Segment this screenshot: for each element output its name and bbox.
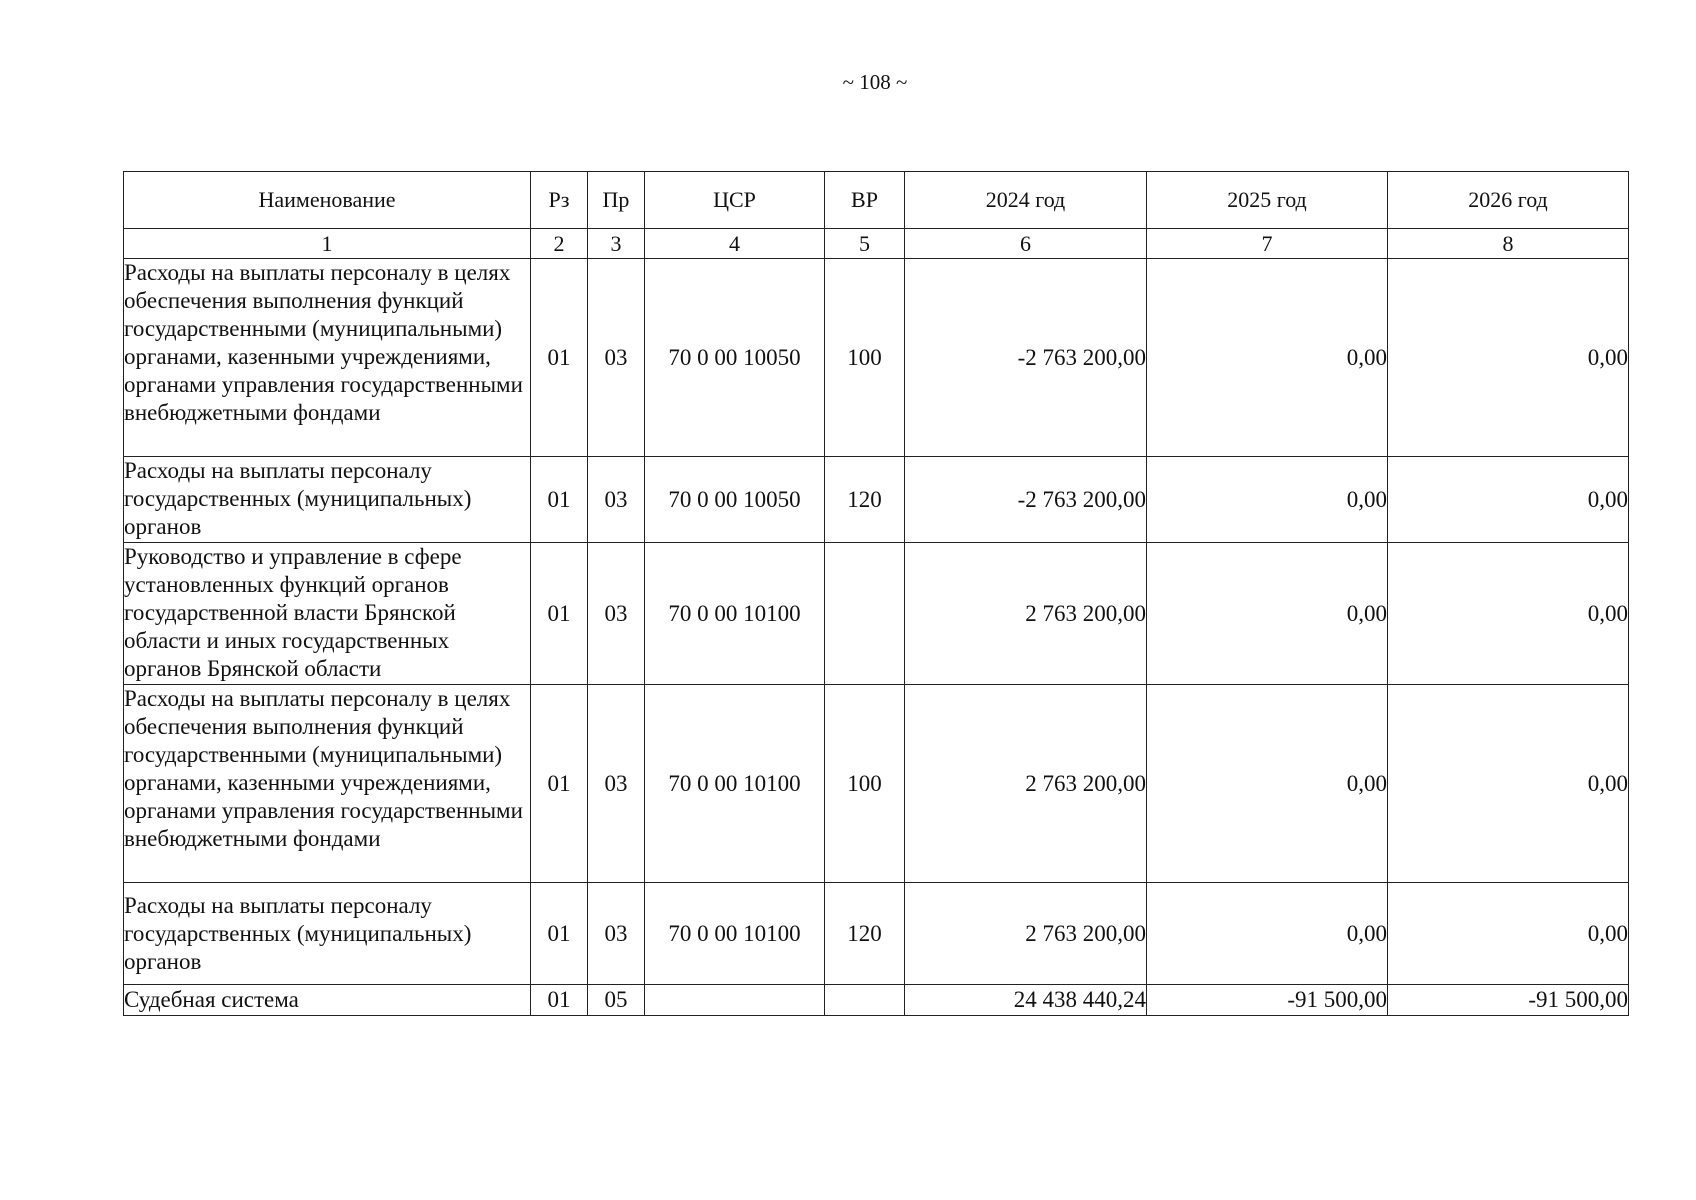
row-2024: 2 763 200,00 xyxy=(905,685,1147,883)
row-vr: 120 xyxy=(825,883,905,985)
row-rz: 01 xyxy=(531,457,588,543)
header-2026: 2026 год xyxy=(1388,172,1629,229)
column-number: 7 xyxy=(1147,229,1388,259)
row-2024: 2 763 200,00 xyxy=(905,543,1147,685)
table-row xyxy=(124,985,1629,1016)
table-row xyxy=(124,685,1629,883)
row-rz: 01 xyxy=(531,543,588,685)
column-number: 3 xyxy=(588,229,645,259)
row-2026: 0,00 xyxy=(1388,457,1629,543)
row-pr: 03 xyxy=(588,457,645,543)
row-csr xyxy=(645,985,825,1016)
row-name: Судебная система xyxy=(124,985,531,1016)
row-2026: 0,00 xyxy=(1388,685,1629,883)
row-name: Расходы на выплаты персоналу в целях обеспечения выполнения функций государственными (муниципальными) органами, казенными учреждениями, органами управления государственными внебюджетными фондами xyxy=(124,685,531,883)
row-2025: 0,00 xyxy=(1147,457,1388,543)
row-vr: 100 xyxy=(825,685,905,883)
column-number-row xyxy=(124,229,1629,259)
row-rz: 01 xyxy=(531,259,588,457)
table-row xyxy=(124,259,1629,457)
row-pr: 03 xyxy=(588,543,645,685)
header-rz: Рз xyxy=(531,172,588,229)
row-vr xyxy=(825,543,905,685)
page-number: ~ 108 ~ xyxy=(842,70,908,94)
row-2026: 0,00 xyxy=(1388,259,1629,457)
table-row xyxy=(124,883,1629,985)
row-csr: 70 0 00 10100 xyxy=(645,883,825,985)
row-2026: -91 500,00 xyxy=(1388,985,1629,1016)
column-number: 8 xyxy=(1388,229,1629,259)
table-row xyxy=(124,543,1629,685)
row-vr xyxy=(825,985,905,1016)
row-vr: 100 xyxy=(825,259,905,457)
row-name: Расходы на выплаты персоналу государственных (муниципальных) органов xyxy=(124,883,531,985)
column-number: 2 xyxy=(531,229,588,259)
header-name: Наименование xyxy=(124,172,531,229)
row-2024: 24 438 440,24 xyxy=(905,985,1147,1016)
header-csr: ЦСР xyxy=(645,172,825,229)
row-name: Расходы на выплаты персоналу в целях обеспечения выполнения функций государственными (муниципальными) органами, казенными учреждениями, органами управления государственными внебюджетными фондами xyxy=(124,259,531,457)
row-rz: 01 xyxy=(531,883,588,985)
column-number: 6 xyxy=(905,229,1147,259)
row-2024: -2 763 200,00 xyxy=(905,259,1147,457)
row-2024: 2 763 200,00 xyxy=(905,883,1147,985)
row-2025: -91 500,00 xyxy=(1147,985,1388,1016)
header-2025: 2025 год xyxy=(1147,172,1388,229)
row-2024: -2 763 200,00 xyxy=(905,457,1147,543)
column-number: 5 xyxy=(825,229,905,259)
column-number: 4 xyxy=(645,229,825,259)
row-2026: 0,00 xyxy=(1388,543,1629,685)
row-name: Расходы на выплаты персоналу государственных (муниципальных) органов xyxy=(124,457,531,543)
row-pr: 05 xyxy=(588,985,645,1016)
header-vr: ВР xyxy=(825,172,905,229)
row-vr: 120 xyxy=(825,457,905,543)
table-row xyxy=(124,457,1629,543)
row-2026: 0,00 xyxy=(1388,883,1629,985)
row-2025: 0,00 xyxy=(1147,543,1388,685)
header-pr: Пр xyxy=(588,172,645,229)
budget-table xyxy=(123,171,1629,1016)
column-number: 1 xyxy=(124,229,531,259)
row-rz: 01 xyxy=(531,985,588,1016)
row-pr: 03 xyxy=(588,685,645,883)
row-2025: 0,00 xyxy=(1147,883,1388,985)
row-csr: 70 0 00 10050 xyxy=(645,457,825,543)
row-2025: 0,00 xyxy=(1147,685,1388,883)
row-rz: 01 xyxy=(531,685,588,883)
row-csr: 70 0 00 10100 xyxy=(645,543,825,685)
row-csr: 70 0 00 10050 xyxy=(645,259,825,457)
row-name: Руководство и управление в сфере установленных функций органов государственной власти Брянской области и иных государственных органов Брянской области xyxy=(124,543,531,685)
row-csr: 70 0 00 10100 xyxy=(645,685,825,883)
row-pr: 03 xyxy=(588,883,645,985)
header-2024: 2024 год xyxy=(905,172,1147,229)
row-2025: 0,00 xyxy=(1147,259,1388,457)
row-pr: 03 xyxy=(588,259,645,457)
header-row xyxy=(124,172,1629,229)
